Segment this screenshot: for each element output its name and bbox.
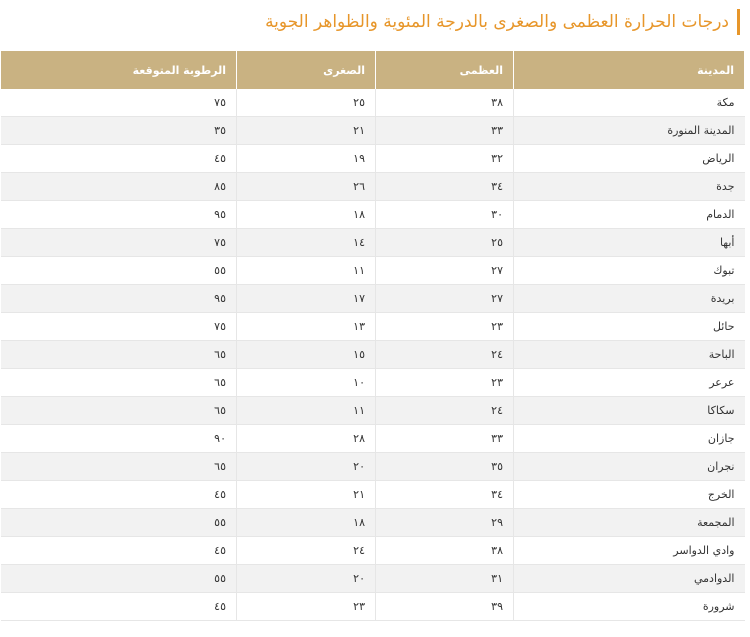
cell-city: الدمام bbox=[514, 201, 745, 229]
cell-min-temp: ٢٨ bbox=[237, 425, 376, 453]
table-row bbox=[1, 397, 745, 425]
cell-max-temp: ٢٩ bbox=[376, 509, 514, 537]
cell-humidity: ٥٥ bbox=[1, 257, 237, 285]
cell-humidity: ٩٥ bbox=[1, 285, 237, 313]
table-row bbox=[1, 481, 745, 509]
cell-humidity: ٧٥ bbox=[1, 229, 237, 257]
cell-min-temp: ١٧ bbox=[237, 285, 376, 313]
cell-max-temp: ٣٣ bbox=[376, 117, 514, 145]
cell-min-temp: ١٣ bbox=[237, 313, 376, 341]
table-row bbox=[1, 229, 745, 257]
cell-humidity: ٩٠ bbox=[1, 425, 237, 453]
cell-min-temp: ٢٠ bbox=[237, 565, 376, 593]
weather-table bbox=[0, 51, 745, 621]
cell-city: المدينة المنورة bbox=[514, 117, 745, 145]
cell-humidity: ٤٥ bbox=[1, 593, 237, 621]
cell-max-temp: ٣٥ bbox=[376, 453, 514, 481]
table-row bbox=[1, 593, 745, 621]
cell-min-temp: ١١ bbox=[237, 257, 376, 285]
cell-min-temp: ١٨ bbox=[237, 509, 376, 537]
cell-max-temp: ٢٤ bbox=[376, 397, 514, 425]
table-row bbox=[1, 257, 745, 285]
cell-city: تبوك bbox=[514, 257, 745, 285]
cell-humidity: ٤٥ bbox=[1, 145, 237, 173]
cell-min-temp: ١٩ bbox=[237, 145, 376, 173]
cell-max-temp: ٣٣ bbox=[376, 425, 514, 453]
cell-city: مكة bbox=[514, 89, 745, 117]
cell-city: الباحة bbox=[514, 341, 745, 369]
cell-city: سكاكا bbox=[514, 397, 745, 425]
header-humidity: الرطوبة المتوقعة bbox=[1, 51, 237, 89]
cell-max-temp: ٣٩ bbox=[376, 593, 514, 621]
table-row bbox=[1, 509, 745, 537]
cell-city: بريدة bbox=[514, 285, 745, 313]
cell-city: نجران bbox=[514, 453, 745, 481]
cell-humidity: ٧٥ bbox=[1, 89, 237, 117]
page-title: درجات الحرارة العظمى والصغرى بالدرجة المئوية والظواهر الجوية bbox=[265, 12, 729, 32]
cell-city: حائل bbox=[514, 313, 745, 341]
table-row bbox=[1, 453, 745, 481]
table-row bbox=[1, 425, 745, 453]
cell-max-temp: ٣١ bbox=[376, 565, 514, 593]
cell-max-temp: ٣٤ bbox=[376, 481, 514, 509]
cell-max-temp: ٢٥ bbox=[376, 229, 514, 257]
header-city: المدينة bbox=[514, 51, 745, 89]
cell-max-temp: ٢٧ bbox=[376, 285, 514, 313]
cell-humidity: ٦٥ bbox=[1, 453, 237, 481]
header-min-temp: الصغرى bbox=[237, 51, 376, 89]
cell-humidity: ٧٥ bbox=[1, 313, 237, 341]
table-row bbox=[1, 285, 745, 313]
cell-city: جدة bbox=[514, 173, 745, 201]
cell-min-temp: ٢٣ bbox=[237, 593, 376, 621]
table-body bbox=[1, 89, 745, 621]
weather-table-container bbox=[0, 51, 744, 621]
table-row bbox=[1, 89, 745, 117]
table-row bbox=[1, 537, 745, 565]
cell-humidity: ٣٥ bbox=[1, 117, 237, 145]
cell-min-temp: ١١ bbox=[237, 397, 376, 425]
cell-humidity: ٥٥ bbox=[1, 565, 237, 593]
table-row bbox=[1, 201, 745, 229]
cell-humidity: ٤٥ bbox=[1, 537, 237, 565]
cell-min-temp: ٢٠ bbox=[237, 453, 376, 481]
cell-max-temp: ٣٨ bbox=[376, 89, 514, 117]
table-row bbox=[1, 313, 745, 341]
table-row bbox=[1, 173, 745, 201]
table-row bbox=[1, 341, 745, 369]
cell-max-temp: ٣٠ bbox=[376, 201, 514, 229]
cell-max-temp: ٣٨ bbox=[376, 537, 514, 565]
header-max-temp: العظمى bbox=[376, 51, 514, 89]
table-row bbox=[1, 117, 745, 145]
cell-humidity: ٦٥ bbox=[1, 397, 237, 425]
table-header bbox=[1, 51, 745, 89]
cell-city: الدوادمي bbox=[514, 565, 745, 593]
cell-humidity: ٩٥ bbox=[1, 201, 237, 229]
cell-humidity: ٦٥ bbox=[1, 369, 237, 397]
cell-city: شرورة bbox=[514, 593, 745, 621]
cell-max-temp: ٢٣ bbox=[376, 313, 514, 341]
cell-min-temp: ١٤ bbox=[237, 229, 376, 257]
cell-city: الرياض bbox=[514, 145, 745, 173]
cell-min-temp: ١٨ bbox=[237, 201, 376, 229]
cell-min-temp: ٢٥ bbox=[237, 89, 376, 117]
cell-max-temp: ٣٤ bbox=[376, 173, 514, 201]
cell-max-temp: ٢٧ bbox=[376, 257, 514, 285]
table-header-row bbox=[1, 51, 745, 89]
cell-city: وادي الدواسر bbox=[514, 537, 745, 565]
cell-city: عرعر bbox=[514, 369, 745, 397]
table-row bbox=[1, 565, 745, 593]
cell-city: جازان bbox=[514, 425, 745, 453]
cell-min-temp: ٢١ bbox=[237, 481, 376, 509]
cell-humidity: ٥٥ bbox=[1, 509, 237, 537]
cell-min-temp: ٢٤ bbox=[237, 537, 376, 565]
cell-max-temp: ٢٣ bbox=[376, 369, 514, 397]
cell-min-temp: ١٠ bbox=[237, 369, 376, 397]
cell-humidity: ٦٥ bbox=[1, 341, 237, 369]
table-row bbox=[1, 369, 745, 397]
title-accent-bar bbox=[737, 9, 740, 35]
cell-max-temp: ٢٤ bbox=[376, 341, 514, 369]
cell-min-temp: ١٥ bbox=[237, 341, 376, 369]
cell-max-temp: ٣٢ bbox=[376, 145, 514, 173]
cell-city: الخرج bbox=[514, 481, 745, 509]
cell-city: أبها bbox=[514, 229, 745, 257]
cell-min-temp: ٢٦ bbox=[237, 173, 376, 201]
cell-humidity: ٤٥ bbox=[1, 481, 237, 509]
cell-min-temp: ٢١ bbox=[237, 117, 376, 145]
cell-humidity: ٨٥ bbox=[1, 173, 237, 201]
page-title-bar bbox=[265, 8, 740, 36]
table-row bbox=[1, 145, 745, 173]
cell-city: المجمعة bbox=[514, 509, 745, 537]
